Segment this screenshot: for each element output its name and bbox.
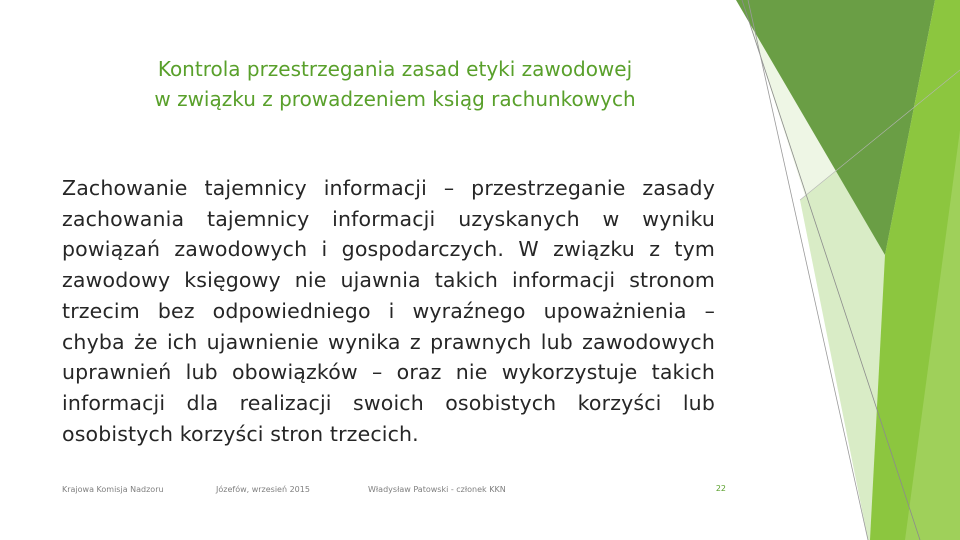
footer-author: Władysław Patowski - członek KKN	[368, 485, 506, 494]
footer-place-date: Józefów, wrzesień 2015	[216, 485, 310, 494]
slide-title-line-2: w związku z prowadzeniem ksiąg rachunkowych	[154, 87, 636, 111]
slide-title-line-1: Kontrola przestrzegania zasad etyki zawodowej	[157, 57, 633, 81]
slide-body-paragraph: Zachowanie tajemnicy informacji – przestrzeganie zasady zachowania tajemnicy informacji uzyskanych w wyniku powiązań zawodowych i gospodarczych. W związku z tym zawodowy księgowy nie ujawnia takich informacji stronom trzecim bez odpowiedniego i wyraźnego upoważnienia – chyba że ich ujawnienie wynika z prawnych lub zawodowych uprawnień lub obowiązków – oraz nie wykorzystuje takich informacji dla realizacji swoich osobistych korzyści lub osobistych korzyści stron trzecich.	[62, 176, 715, 446]
footer-organization: Krajowa Komisja Nadzoru	[62, 485, 164, 494]
page-number: 22	[715, 484, 726, 493]
slide-title	[100, 54, 690, 114]
